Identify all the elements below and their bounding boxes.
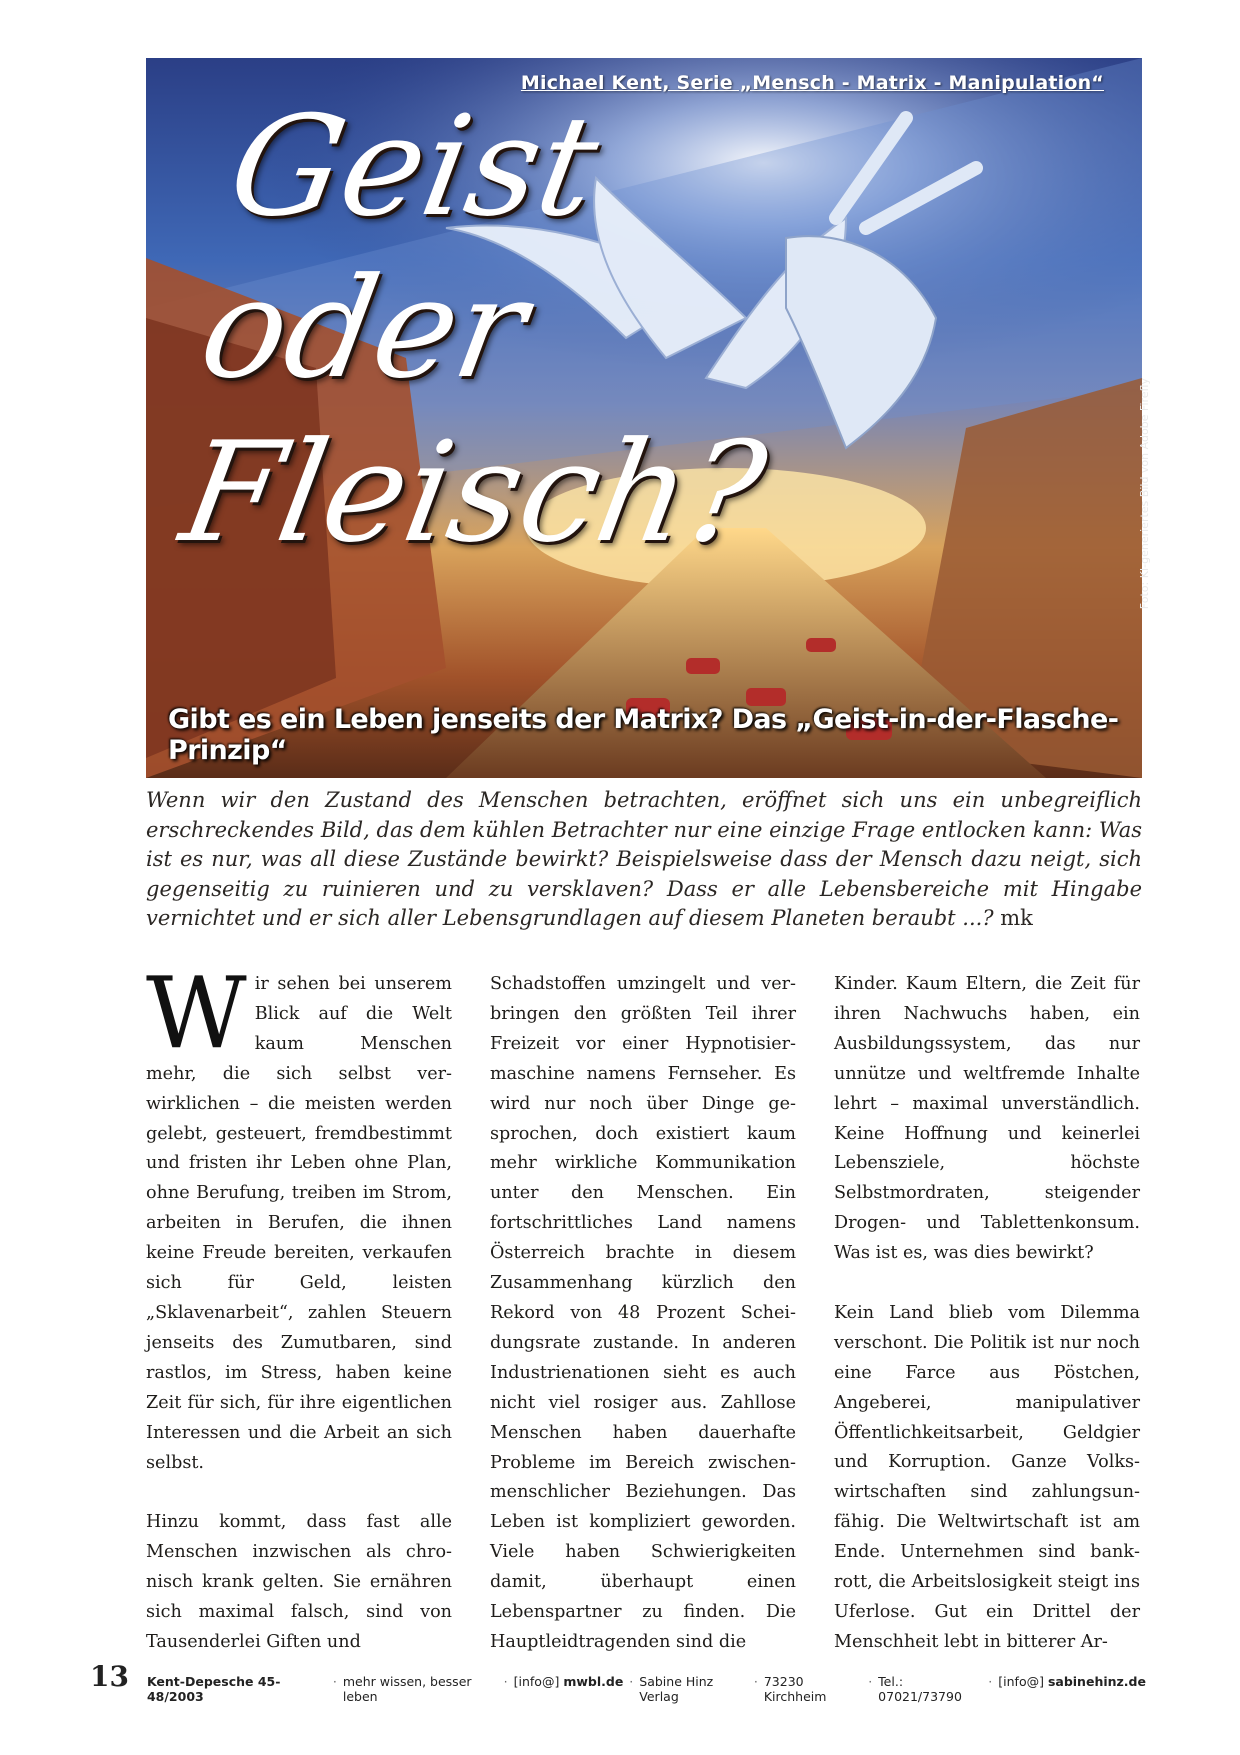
- info-prefix: [info@]: [513, 1674, 560, 1689]
- separator: ·: [988, 1674, 993, 1689]
- slogan: mehr wissen, besser leben: [342, 1674, 472, 1704]
- separator: ·: [503, 1674, 508, 1689]
- publication-name: Kent-Depesche 45-48/2003: [146, 1674, 281, 1704]
- info-prefix: [info@]: [998, 1674, 1044, 1689]
- series-line: Michael Kent, Serie „Mensch - Matrix - Manipulation“: [520, 72, 1104, 94]
- paragraph: Kinder. Kaum Eltern, die Zeit für ihren Nachwuchs haben, ein Ausbildungssystem, das nur unnütze und weltfremde Inhalte lehrt – maximal unverständlich. Keine Hoffnung und keinerlei Lebensziele, höchste Selbstmordraten, steigender Drogen- und Tablettenkonsum. Was ist es, was dies bewirkt?: [834, 974, 1140, 1264]
- page-footer: [90, 1660, 1146, 1704]
- article-columns: [146, 957, 1142, 1652]
- publisher-phone: Tel.: 07021/73790: [878, 1674, 962, 1704]
- paragraph: [146, 957, 452, 1478]
- photo-credit: Foto: KI-generiertes Bild von Adobe Firefly: [1138, 378, 1151, 610]
- drop-cap: W: [146, 957, 247, 1071]
- lead-text: Wenn wir den Zustand des Menschen betrachten, eröffnet sich uns ein unbegreiflich erschreckendes Bild, das dem kühlen Betrachter nur eine einzige Frage entlocken kann: Was ist es nur, was all diese Zustände bewirkt? Beispielsweise dass der Mensch dazu neigt, sich gegenseitig zu ruinieren und zu versklaven? Dass er alle Lebensbereiche mit Hingabe vernichtet und er sich aller Lebensgrundlagen auf diesem Planeten beraubt ...?: [146, 788, 1142, 930]
- column-1: [146, 957, 452, 1652]
- paragraph: Hinzu kommt, dass fast alle Menschen inzwischen als chronisch krank gelten. Sie ernähren sich maximal falsch, sind von Tausenderlei Giften und: [146, 1512, 452, 1652]
- paragraph: Schadstoffen umzingelt und verbringen den größten Teil ihrer Freizeit vor einer Hypnotisiermaschine namens Fernseher. Es wird nur noch über Dinge gesprochen, doch existiert kaum mehr wirkliche Kommunikation unter den Menschen. Ein fortschrittliches Land namens Österreich brachte in diesem Zusammenhang kürzlich den Rekord von 48 Prozent Scheidungsrate zustande. In anderen Industrienationen sieht es auch nicht viel rosiger aus. Zahllose Menschen haben dauerhafte Probleme im Bereich zwischenmenschlicher Beziehungen. Das Leben ist kompliziert geworden. Viele haben Schwierigkeiten damit, überhaupt einen Lebenspartner zu finden. Die Hauptleidtragenden sind die: [490, 974, 796, 1652]
- hero-image: [146, 58, 1151, 778]
- title-line-1: Geist: [218, 86, 610, 247]
- paragraph: Kein Land blieb vom Dilemma verschont. Die Politik ist nur noch eine Farce aus Pöstchen, Angeberei, manipulativer Öffentlichkeitsarbeit, Geldgier und Korruption. Ganze Volkswirtschaften sind zahlungsunfähig. Die Weltwirtschaft ist am Ende. Unternehmen sind bankrott, die Arbeitslosigkeit steigt ins Uferlose. Gut ein Drittel der Menschheit lebt in bitterer Ar-: [834, 1302, 1140, 1652]
- lead-author: mk: [1000, 906, 1033, 930]
- site-link-sabinehinz[interactable]: sabinehinz.de: [1047, 1674, 1146, 1689]
- column-3: [834, 970, 1140, 1652]
- lead-paragraph: [146, 786, 1142, 934]
- separator: ·: [332, 1674, 337, 1689]
- title-line-2: oder: [190, 248, 538, 409]
- separator: ·: [629, 1674, 634, 1689]
- publisher-name: Sabine Hinz Verlag: [639, 1674, 714, 1704]
- column-2: [490, 970, 796, 1652]
- paragraph-text: ir sehen bei unserem Blick auf die Welt kaum Menschen mehr, die sich selbst verwirklichen – die meisten werden gelebt, gesteuert, fremdbestimmt und fristen ihr Leben ohne Plan, ohne Berufung, treiben im Strom, arbeiten in Berufen, die ihnen keine Freude bereiten, verkaufen sich für Geld, leisten „Sklavenarbeit“, zahlen Steuern jenseits des Zumutbaren, sind rastlos, im Stress, haben keine Zeit für sich, für ihre eigentlichen Interessen und die Arbeit an sich selbst.: [146, 974, 452, 1473]
- separator: ·: [753, 1674, 758, 1689]
- subtitle: Gibt es ein Leben jenseits der Matrix? Das „Geist-in-der-Flasche-Prinzip“: [168, 704, 1119, 766]
- main-title: [123, 86, 885, 573]
- separator: ·: [868, 1674, 873, 1689]
- site-link-mwbl[interactable]: mwbl.de: [563, 1674, 624, 1689]
- title-line-3: Fleisch?: [171, 412, 777, 573]
- publisher-address: 73230 Kirchheim: [763, 1674, 827, 1704]
- page-number: 13: [90, 1660, 129, 1693]
